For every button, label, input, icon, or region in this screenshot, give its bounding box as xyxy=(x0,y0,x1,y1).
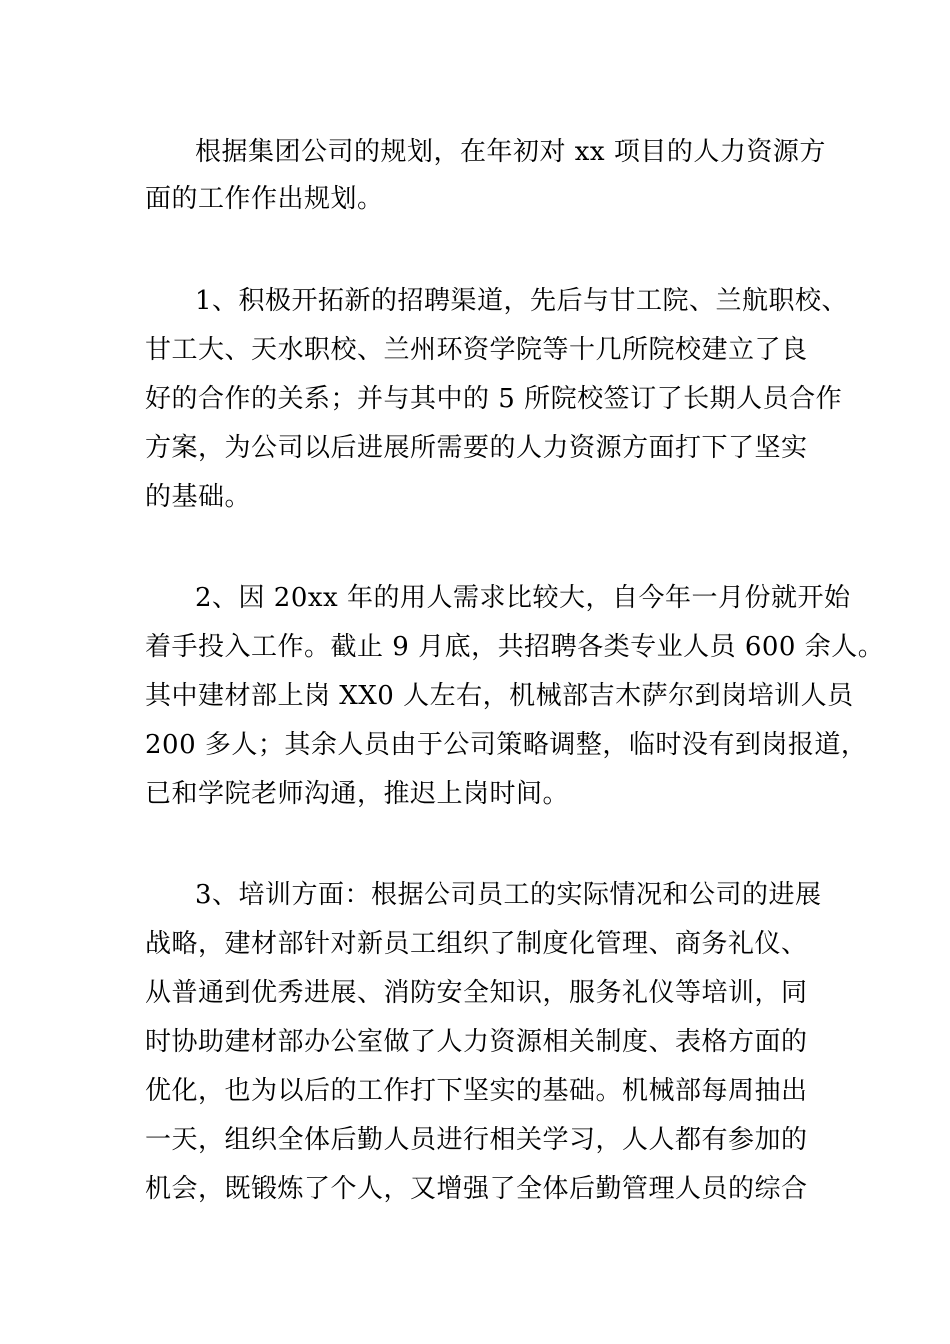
paragraph-2-line-5: 的基础。 xyxy=(145,482,252,512)
paragraph-4-line-2: 战略，建材部针对新员工组织了制度化管理、商务礼仪、 xyxy=(145,929,808,959)
paragraph-2-line-3: 好的合作的关系；并与其中的 5 所院校签订了长期人员合作 xyxy=(145,384,843,414)
paragraph-4-line-7: 机会，既锻炼了个人，又增强了全体后勤管理人员的综合 xyxy=(145,1174,808,1204)
paragraph-3-line-3: 其中建材部上岗 XX0 人左右，机械部吉木萨尔到岗培训人员 xyxy=(145,681,854,711)
paragraph-4-line-6: 一天，组织全体后勤人员进行相关学习，人人都有参加的 xyxy=(145,1125,808,1155)
paragraph-2-line-1: 1、积极开拓新的招聘渠道，先后与甘工院、兰航职校、 xyxy=(195,286,849,316)
paragraph-3-line-5: 已和学院老师沟通，推迟上岗时间。 xyxy=(145,779,570,809)
paragraph-3-line-1: 2、因 20xx 年的用人需求比较大，自今年一月份就开始 xyxy=(195,583,851,613)
paragraph-1-line-2: 面的工作作出规划。 xyxy=(145,184,384,214)
paragraph-1-line-1: 根据集团公司的规划，在年初对 xx 项目的人力资源方 xyxy=(195,137,826,167)
paragraph-3-line-2: 着手投入工作。截止 9 月底，共招聘各类专业人员 600 余人。 xyxy=(145,632,885,662)
paragraph-4-line-3: 从普通到优秀进展、消防安全知识，服务礼仪等培训，同 xyxy=(145,978,808,1008)
paragraph-2-line-2: 甘工大、天水职校、兰州环资学院等十几所院校建立了良 xyxy=(145,335,808,365)
paragraph-4-line-5: 优化，也为以后的工作打下坚实的基础。机械部每周抽出 xyxy=(145,1076,808,1106)
paragraph-4-line-1: 3、培训方面：根据公司员工的实际情况和公司的进展 xyxy=(195,880,822,910)
paragraph-4-line-4: 时协助建材部办公室做了人力资源相关制度、表格方面的 xyxy=(145,1027,808,1057)
paragraph-3-line-4: 200 多人；其余人员由于公司策略调整，临时没有到岗报道， xyxy=(145,730,868,760)
paragraph-2-line-4: 方案，为公司以后进展所需要的人力资源方面打下了坚实 xyxy=(145,433,808,463)
